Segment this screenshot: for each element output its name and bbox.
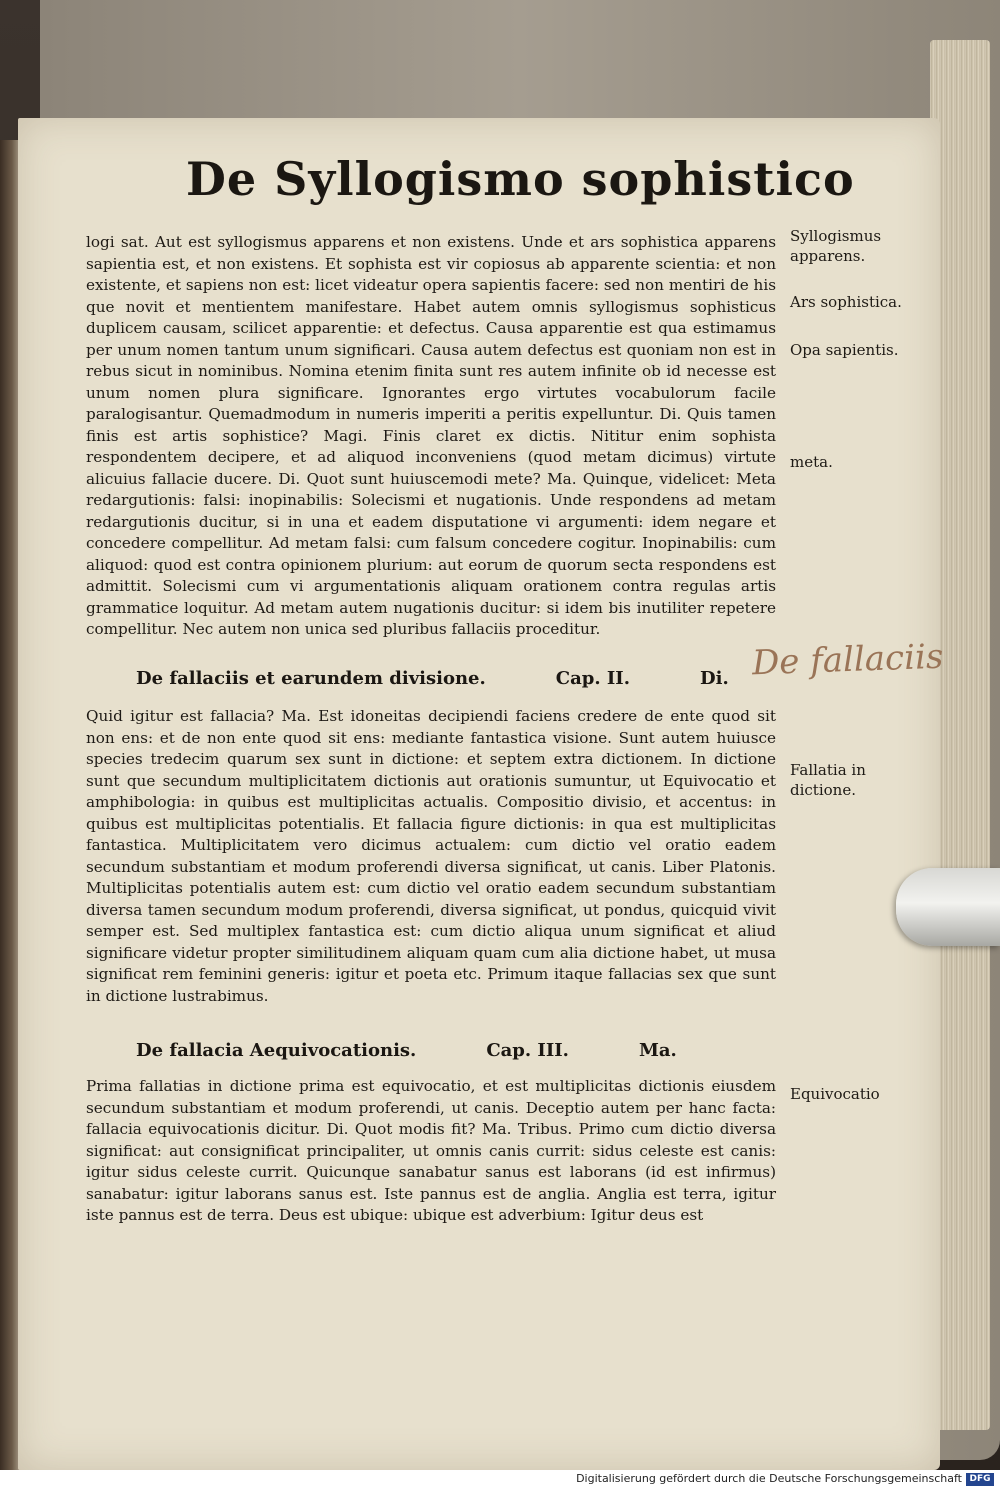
page-clip <box>896 868 1000 946</box>
section-title: De fallaciis et earundem divisione. <box>136 668 486 689</box>
text-block-aequivocationis <box>86 1076 776 1227</box>
text-block-intro <box>86 232 776 641</box>
section-title: De fallacia Aequivocationis. <box>136 1040 417 1061</box>
dfg-logo: DFG <box>966 1473 994 1486</box>
marginal-note-meta: meta. <box>790 453 833 471</box>
speaker-label: Ma. <box>638 1040 677 1061</box>
marginal-note-syllogismus: Syllogismus apparens. <box>790 227 882 265</box>
footer-bar <box>0 1470 1000 1489</box>
chapter-label: Cap. III. <box>486 1040 569 1061</box>
marginal-note-equivocatio: Equivocatio <box>790 1085 880 1103</box>
marginal-note-opa-sapientis: Opa sapientis. <box>790 341 899 359</box>
footer-credit: Digitalisierung gefördert durch die Deutsche Forschungsgemeinschaft <box>576 1472 962 1485</box>
text-block-divisione <box>86 706 776 1007</box>
speaker-label: Di. <box>700 668 729 689</box>
paragraph-aequivocationis: Prima fallatias in dictione prima est equivocatio, et est multiplicitas dictionis eiusdem secundum substantiam et modum proferendi, ut canis. Deceptio autem per hanc facta: fallacia equivocationis dicitur. Di. Quot modis fit? Ma. Tribus. Primo cum dictio diversa significat: aut consignificat principaliter, ut omnis canis currit: sidus celeste est canis: igitur sidus celeste currit. Quicunque sanabatur sanus est laborans (id est infirmus) sanabatur: igitur laborans sanus est. Iste pannus est de anglia. Anglia est terra, igitur iste pannus est de terra. Deus est ubique: ubique est adverbium: Igitur deus est <box>86 1077 776 1224</box>
handwritten-annotation: De fallaciis <box>751 636 944 684</box>
section-heading-divisione <box>136 668 799 689</box>
page-title: De Syllogismo sophistico <box>186 152 855 206</box>
section-heading-aequivocationis <box>136 1040 747 1061</box>
chapter-label: Cap. II. <box>555 668 630 689</box>
paragraph-divisione: Quid igitur est fallacia? Ma. Est idoneitas decipiendi faciens credere de ente quod sit non ens: et de non ente quod sit ens: mediante fantastica visione. Sunt autem huiusce species tredecim quarum sex sunt in dictione: et septem extra dictionem. In dictione sunt que secundum multiplicitatem dictionis aut orationis sumuntur, ut Equivocatio et amphibologia: in quibus est multiplicitas actualis. Compositio divisio, et accentus: in quibus est multiplicitas potentialis. Et fallacia figure dictionis: in qua est multiplicitas fantastica. Multiplicitatem vero dicimus actualem: cum dictio vel oratio eadem secundum substantiam et modum proferendi diversa significat, ut canis. Liber Platonis. Multiplicitas potentialis autem est: cum dictio vel oratio eadem secundum substantiam diversa tamen secundum modum proferendi, diversa significat, ut pondus, quicquid vivit semper est. Sed multiplex fantastica est: cum dictio aliqua unum significat et aliud significare videtur propter similitudinem aliquam quam cum alia dictione habet, ut musa significat rem feminini generis: igitur et poeta etc. Primum itaque fallacias sex que sunt in dictione lustrabimus. <box>86 707 776 1005</box>
paragraph-intro: logi sat. Aut est syllogismus apparens et non existens. Unde et ars sophistica apparens sapientia est, et non existens. Et sophista est vir copiosus ab apparente scientia: et non existente, et sapiens non est: licet videatur opera sapientis facere: sed non mentiri de his que novit et mentientem manifestare. Habet autem omnis syllogismus sophisticus duplicem causam, scilicet apparentie: et defectus. Causa apparentie est qua estimamus per unum nomen tantum unum significari. Causa autem defectus est quoniam non est in rebus sicut in nominibus. Nomina etenim finita sunt res autem infinite ob id necesse est unum nomen plura significare. Ignorantes ergo virtutes vocabulorum facile paralogisantur. Quemadmodum in numeris imperiti a peritis expelluntur. Di. Quis tamen finis est artis sophistice? Magi. Finis claret ex dictis. Nititur enim sophista respondentem decipere, et ad aliquod inconveniens (quod metam dicimus) virtute alicuius fallacie ducere. Di. Quot sunt huiuscemodi mete? Ma. Quinque, videlicet: Meta redargutionis: falsi: inopinabilis: Solecismi et nugationis. Unde respondens ad metam redargutionis ducitur, si in una et eadem disputatione vi argumenti: idem negare et concedere compellitur. Ad metam falsi: cum falsum concedere cogitur. Inopinabilis: cum aliquod: quod est contra opinionem plurium: aut eorum de quorum secta respondens est admittit. Solecismi cum vi argumentationis aliquam orationem contra regulas artis grammatice loquitur. Ad metam autem nugationis ducitur: si idem bis inutiliter repetere compellitur. Nec autem non unica sed pluribus fallaciis proceditur. <box>86 233 776 638</box>
marginal-note-fallatia: Fallatia in dictione. <box>790 761 866 799</box>
marginal-note-ars-sophistica: Ars sophistica. <box>790 293 902 311</box>
